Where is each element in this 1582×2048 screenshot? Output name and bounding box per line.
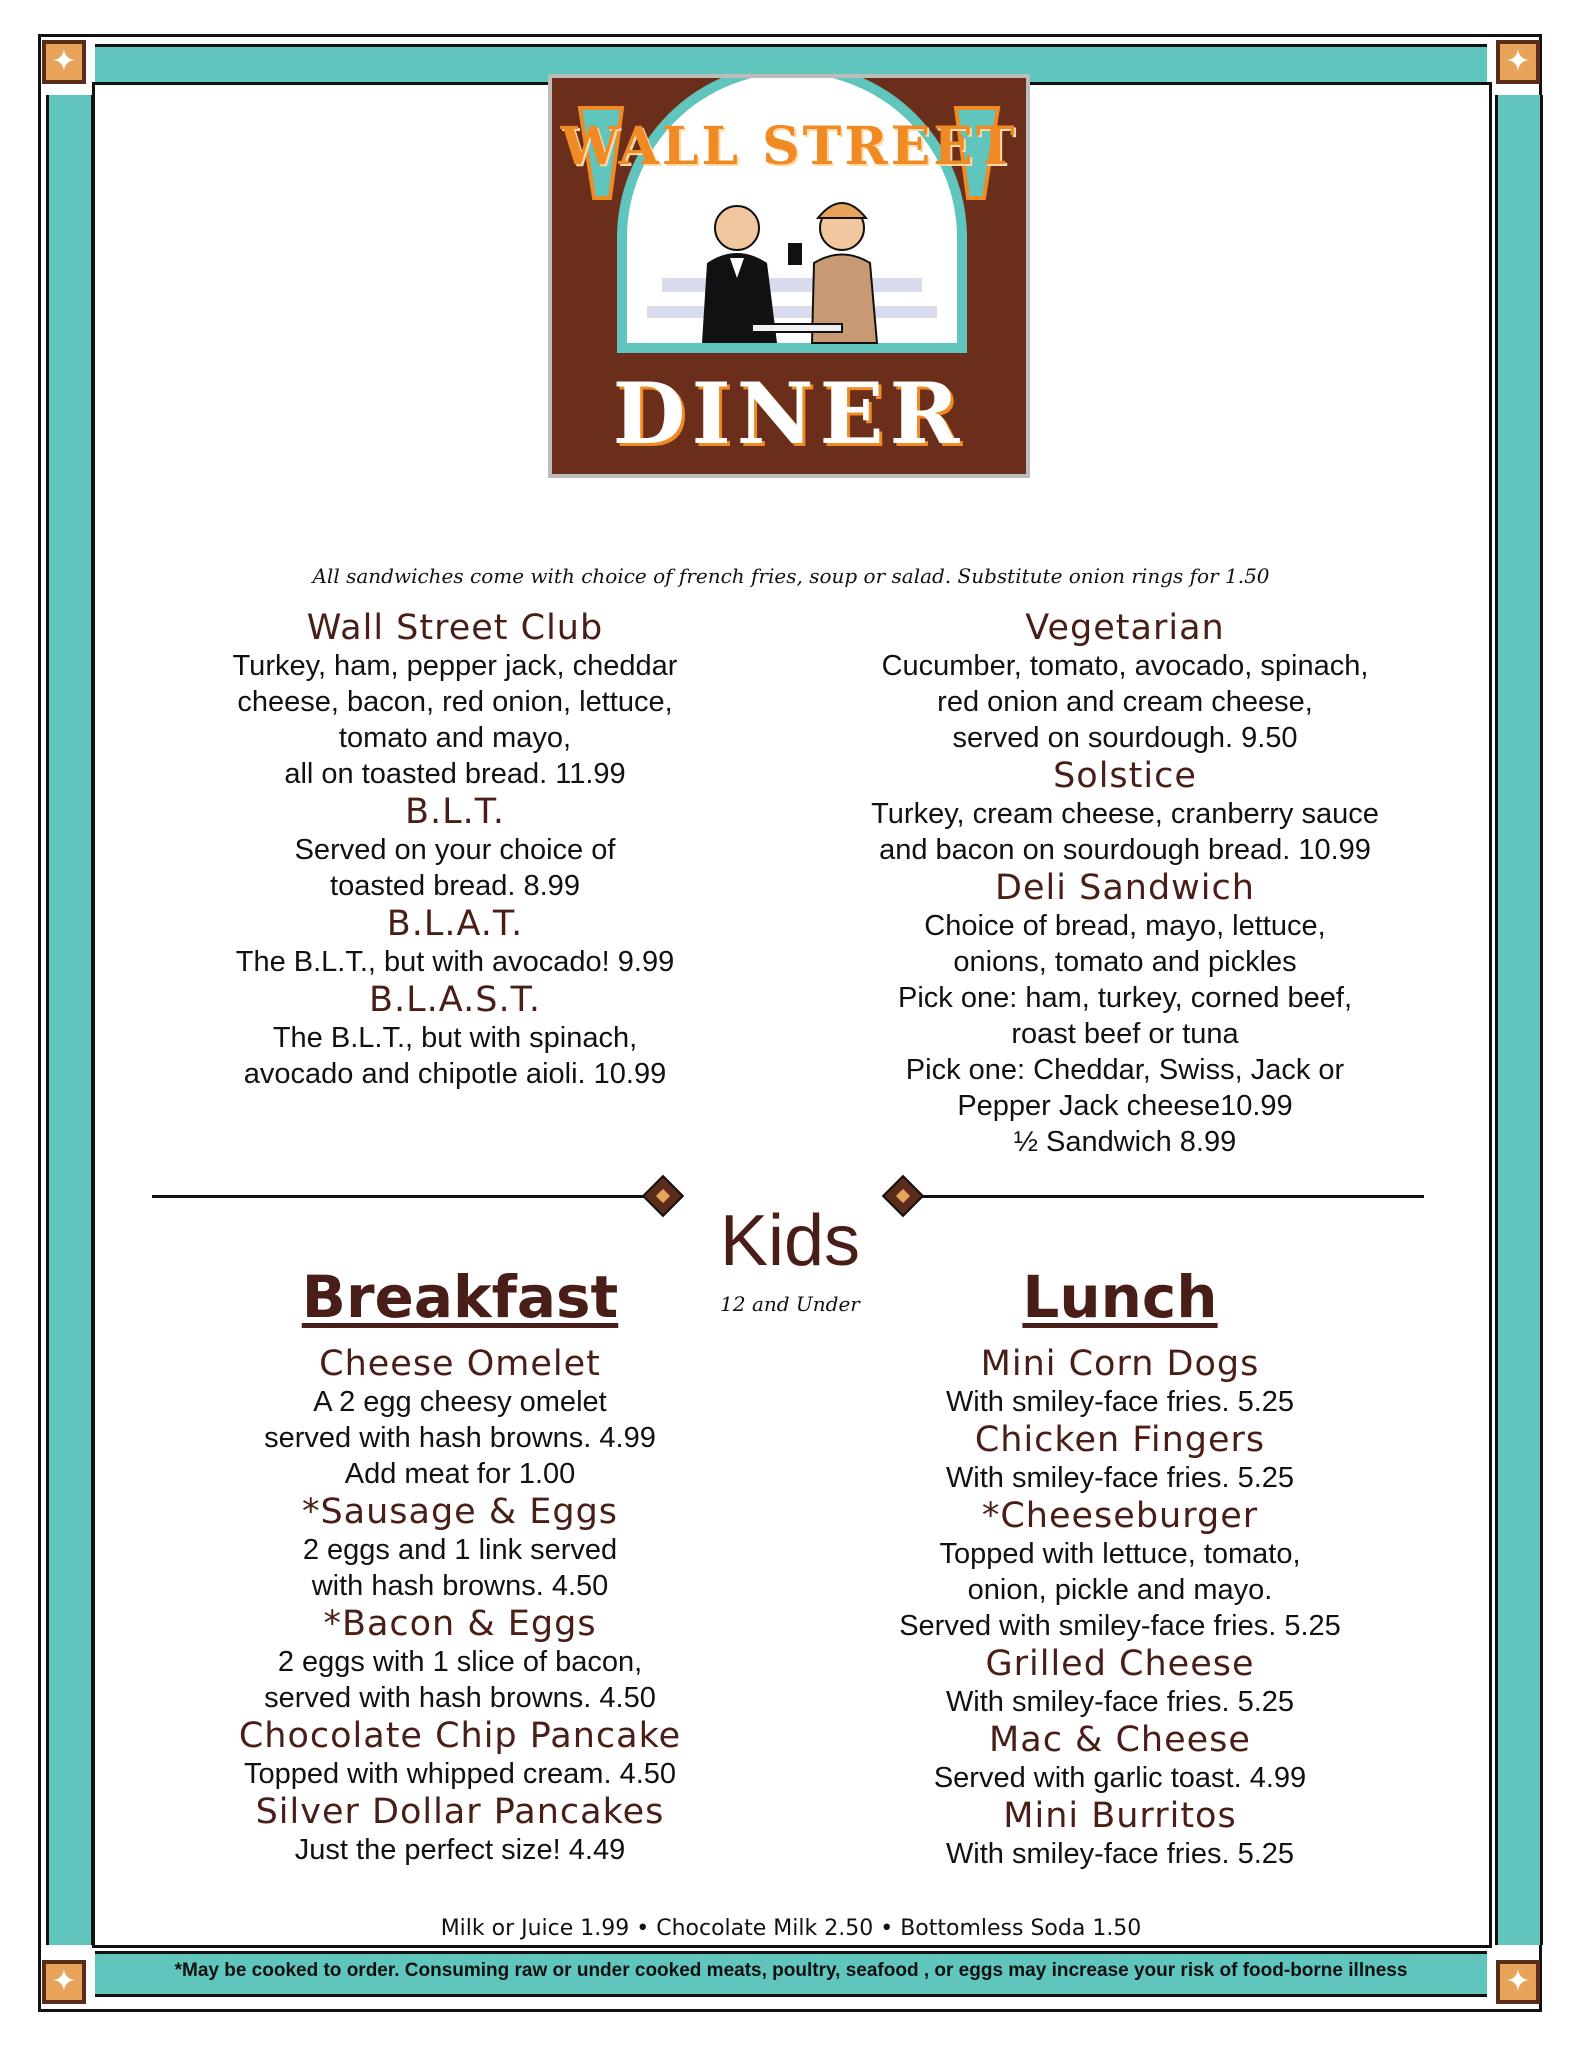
item-description: Just the perfect size! 4.49 [294,1834,626,1866]
item-description: The B.L.T., but with spinach, avocado and chipotle aioli. 10.99 [243,1022,667,1090]
item-description: With smiley-face fries. 5.25 [945,1462,1295,1494]
corner-ornament-icon: ✦ [1496,1960,1540,2004]
menu-item [810,868,1440,1160]
item-name: Silver Dollar Pancakes [255,1792,665,1832]
teal-border-left [46,95,94,1945]
diner-logo [548,74,1030,478]
item-name: Mini Corn Dogs [980,1344,1260,1384]
menu-item [160,608,750,792]
menu-item [170,1792,750,1868]
menu-item [160,980,750,1092]
item-description: 2 eggs and 1 link served with hash browns. 4.50 [302,1534,618,1602]
item-name: Mini Burritos [1003,1796,1237,1836]
logo-diner-text: DINER [612,364,966,463]
kids-subheading: 12 and Under [720,1292,860,1316]
item-description: 2 eggs with 1 slice of bacon, served with hash browns. 4.50 [264,1646,656,1714]
corner-ornament-icon: ✦ [1496,40,1540,84]
item-description: With smiley-face fries. 5.25 [945,1838,1295,1870]
kids-heading: Kids [719,1201,861,1281]
menu-item [830,1420,1410,1496]
menu-item [810,756,1440,868]
item-name: B.L.T. [404,792,506,832]
corner-ornament-icon: ✦ [42,40,86,84]
item-name: Grilled Cheese [985,1644,1255,1684]
menu-item [810,608,1440,756]
item-name: Vegetarian [1025,608,1225,648]
menu-item [830,1796,1410,1872]
item-name: Deli Sandwich [995,868,1255,908]
menu-item [160,792,750,904]
item-description: Served with garlic toast. 4.99 [933,1762,1307,1794]
logo-wall-street-text: WALL STREET [560,116,1018,177]
item-name: Wall Street Club [306,608,604,648]
lunch-column [830,1262,1410,1872]
item-name: *Sausage & Eggs [301,1492,619,1532]
item-name: B.L.A.S.T. [369,980,541,1020]
menu-item [170,1716,750,1792]
item-description: Turkey, ham, pepper jack, cheddar cheese, bacon, red onion, lettuce, tomato and mayo, all on toasted bread. 11.99 [232,650,678,790]
item-description: The B.L.T., but with avocado! 9.99 [235,946,675,978]
item-name: Cheese Omelet [319,1344,601,1384]
section-divider [912,1195,1424,1198]
item-name: *Bacon & Eggs [323,1604,597,1644]
item-description: With smiley-face fries. 5.25 [945,1386,1295,1418]
item-description: Choice of bread, mayo, lettuce, onions, tomato and pickles Pick one: ham, turkey, corned beef, roast beef or tuna Pick one: Cheddar, Swiss, Jack or Pepper Jack cheese10.99 ½ Sandwich 8.99 [897,910,1353,1158]
breakfast-column [170,1262,750,1868]
menu-item [170,1492,750,1604]
menu-item [160,904,750,980]
corner-ornament-icon: ✦ [42,1960,86,2004]
menu-item [830,1644,1410,1720]
item-name: Solstice [1053,756,1197,796]
item-description: Served on your choice of toasted bread. 8.99 [294,834,616,902]
menu-item [170,1604,750,1716]
sandwiches-left-column [160,608,750,1092]
item-name: *Cheeseburger [981,1496,1259,1536]
item-description: A 2 egg cheesy omelet served with hash browns. 4.99 Add meat for 1.00 [264,1386,656,1490]
menu-item [830,1344,1410,1420]
item-description: With smiley-face fries. 5.25 [945,1686,1295,1718]
item-description: Topped with lettuce, tomato, onion, pickle and mayo. Served with smiley-face fries. 5.25 [899,1538,1341,1642]
item-description: Topped with whipped cream. 4.50 [243,1758,677,1790]
menu-item [170,1344,750,1492]
breakfast-heading: Breakfast [301,1263,619,1331]
sandwiches-right-column [810,608,1440,1160]
item-name: Chicken Fingers [974,1420,1266,1460]
sandwich-note: All sandwiches come with choice of french fries, soup or salad. Substitute onion rings for 1.50 [312,564,1270,588]
menu-item [830,1496,1410,1644]
menu-item [830,1720,1410,1796]
drinks-line: Milk or Juice 1.99 • Chocolate Milk 2.50 • Bottomless Soda 1.50 [440,1916,1142,1941]
food-safety-warning: *May be cooked to order. Consuming raw or under cooked meats, poultry, seafood , or eggs may increase your risk of food-borne illness [174,1960,1408,1981]
item-name: Chocolate Chip Pancake [238,1716,682,1756]
item-name: B.L.A.T. [386,904,524,944]
item-name: Mac & Cheese [989,1720,1251,1760]
section-divider [152,1195,658,1198]
item-description: Turkey, cream cheese, cranberry sauce and bacon on sourdough bread. 10.99 [871,798,1379,866]
lunch-heading: Lunch [1022,1263,1218,1331]
item-description: Cucumber, tomato, avocado, spinach, red onion and cream cheese, served on sourdough. 9.50 [881,650,1369,754]
teal-border-right [1495,95,1543,1945]
